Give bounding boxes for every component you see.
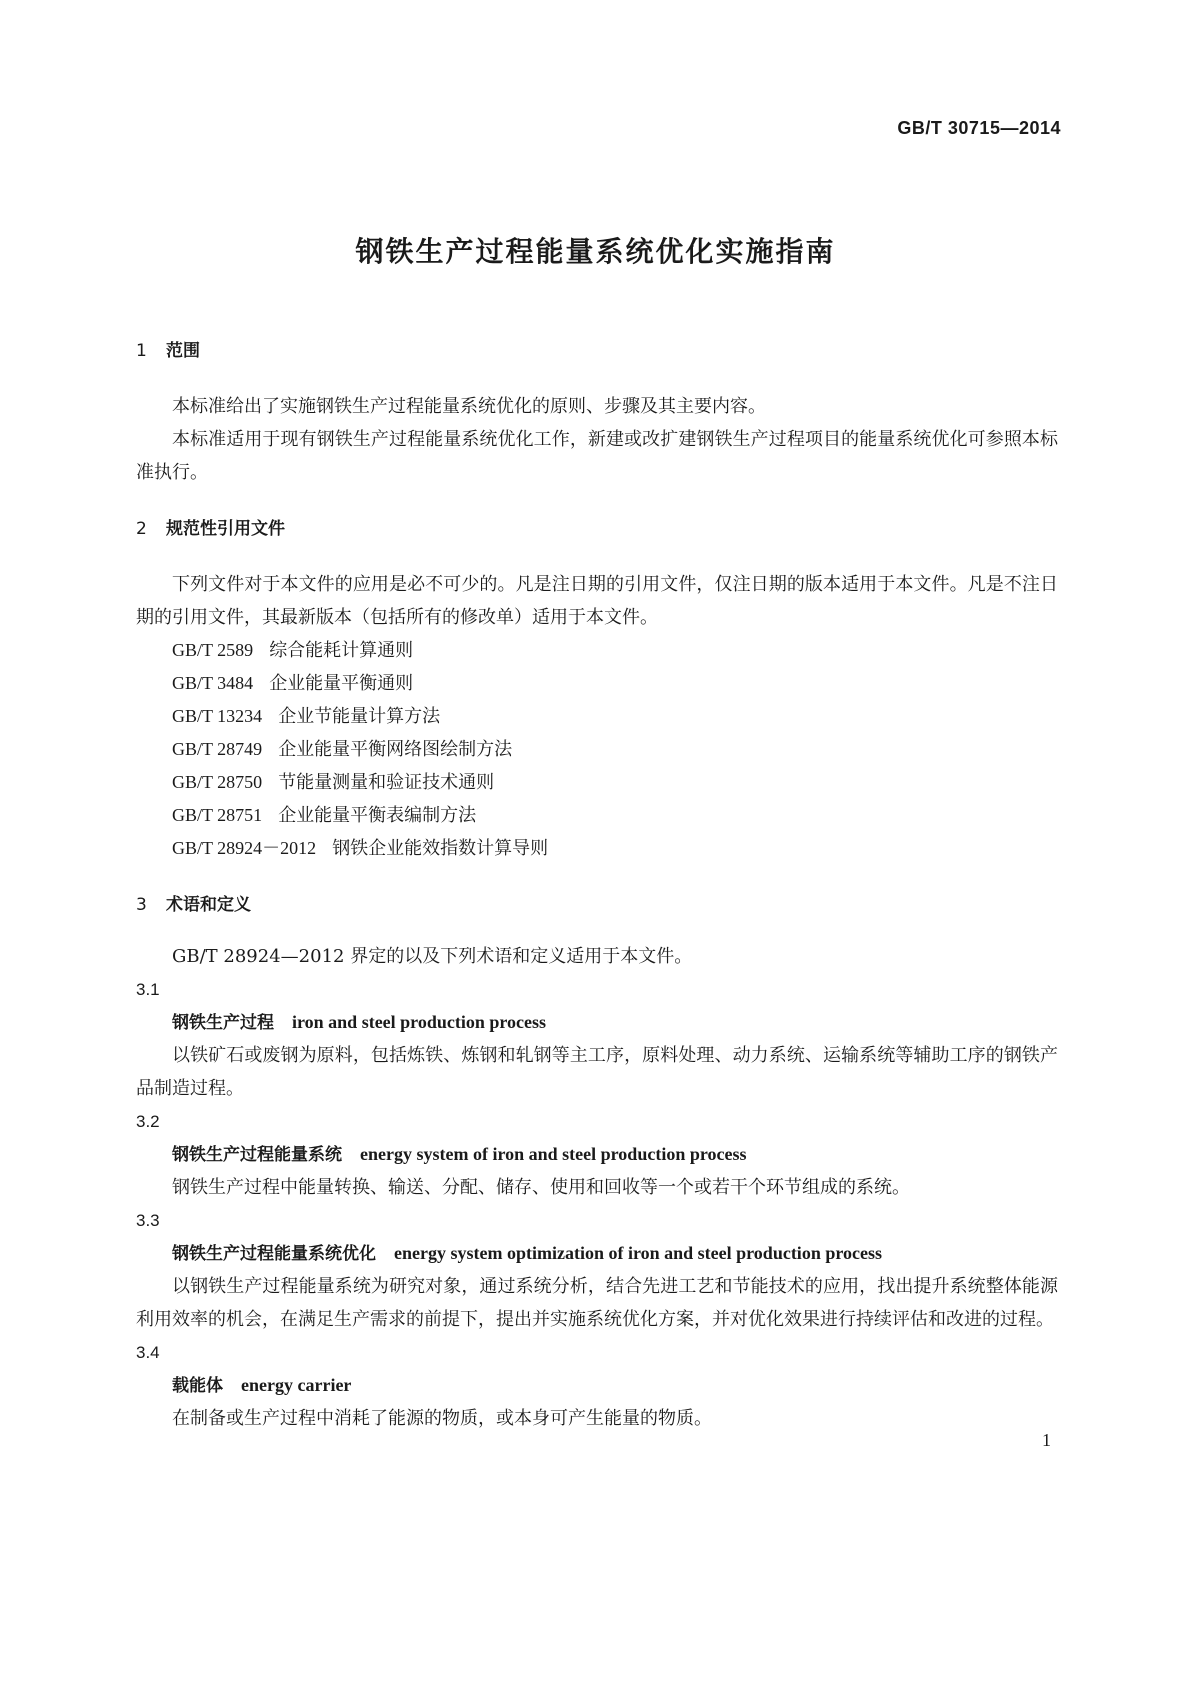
reference-item bbox=[136, 634, 1058, 667]
reference-title: 节能量测量和验证技术通则 bbox=[278, 772, 495, 793]
reference-code: GB/T 28749 bbox=[172, 739, 263, 759]
term-english: energy carrier bbox=[241, 1375, 352, 1395]
term-title bbox=[136, 1369, 1058, 1402]
reference-code: GB/T 28924－2012 bbox=[172, 838, 317, 858]
reference-code: GB/T 28750 bbox=[172, 772, 263, 792]
section-number: 3 bbox=[136, 895, 147, 915]
section-heading bbox=[136, 335, 1058, 368]
reference-title: 钢铁企业能效指数计算导则 bbox=[332, 838, 549, 859]
term-chinese: 钢铁生产过程能量系统优化 bbox=[172, 1244, 376, 1264]
standard-code: GB/T 30715—2014 bbox=[897, 118, 1061, 138]
reference-code: GB/T 28751 bbox=[172, 805, 263, 825]
reference-title: 企业能量平衡通则 bbox=[269, 673, 414, 694]
section-heading bbox=[136, 513, 1058, 546]
term-title bbox=[136, 1237, 1058, 1270]
section-scope bbox=[136, 335, 1058, 489]
term-entry bbox=[136, 1204, 1058, 1336]
reference-item bbox=[136, 766, 1058, 799]
reference-title: 企业节能量计算方法 bbox=[278, 706, 441, 727]
paragraph: 下列文件对于本文件的应用是必不可少的。凡是注日期的引用文件，仅注日期的版本适用于本文件。凡是不注日期的引用文件，其最新版本（包括所有的修改单）适用于本文件。 bbox=[136, 574, 1058, 628]
reference-code: GB/T 2589 bbox=[172, 640, 254, 660]
reference-item bbox=[136, 700, 1058, 733]
page-number: 1 bbox=[1042, 1430, 1051, 1450]
term-number: 3.4 bbox=[136, 1343, 160, 1362]
reference-title: 企业能量平衡网络图绘制方法 bbox=[278, 739, 513, 760]
term-english: energy system of iron and steel production process bbox=[360, 1144, 747, 1164]
term-number: 3.3 bbox=[136, 1211, 160, 1230]
reference-item bbox=[136, 667, 1058, 700]
reference-item bbox=[136, 799, 1058, 832]
term-chinese: 钢铁生产过程能量系统 bbox=[172, 1145, 342, 1165]
paragraph: 本标准适用于现有钢铁生产过程能量系统优化工作，新建或改扩建钢铁生产过程项目的能量系统优化可参照本标准执行。 bbox=[136, 429, 1058, 483]
reference-item bbox=[136, 832, 1058, 865]
term-definition: 以钢铁生产过程能量系统为研究对象，通过系统分析，结合先进工艺和节能技术的应用，找出提升系统整体能源利用效率的机会，在满足生产需求的前提下，提出并实施系统优化方案，并对优化效果进行持续评估和改进的过程。 bbox=[136, 1276, 1058, 1330]
reference-title: 综合能耗计算通则 bbox=[269, 640, 414, 661]
term-title bbox=[136, 1006, 1058, 1039]
term-number: 3.2 bbox=[136, 1112, 160, 1131]
section-terms-and-definitions bbox=[136, 889, 1058, 1435]
term-english: energy system optimization of iron and steel production process bbox=[394, 1243, 882, 1263]
reference-item bbox=[136, 733, 1058, 766]
section-heading bbox=[136, 889, 1058, 922]
paragraph: GB/T 28924—2012 界定的以及下列术语和定义适用于本文件。 bbox=[172, 946, 693, 967]
term-definition: 钢铁生产过程中能量转换、输送、分配、储存、使用和回收等一个或若干个环节组成的系统。 bbox=[172, 1177, 910, 1198]
term-chinese: 载能体 bbox=[172, 1376, 223, 1396]
term-number: 3.1 bbox=[136, 980, 160, 999]
paragraph: 本标准给出了实施钢铁生产过程能量系统优化的原则、步骤及其主要内容。 bbox=[172, 396, 766, 417]
reference-code: GB/T 13234 bbox=[172, 706, 263, 726]
section-title: 规范性引用文件 bbox=[166, 519, 285, 539]
term-title bbox=[136, 1138, 1058, 1171]
term-entry bbox=[136, 1336, 1058, 1435]
term-english: iron and steel production process bbox=[292, 1012, 547, 1032]
reference-code: GB/T 3484 bbox=[172, 673, 254, 693]
section-number: 1 bbox=[136, 341, 147, 361]
reference-title: 企业能量平衡表编制方法 bbox=[278, 805, 477, 826]
section-normative-references bbox=[136, 513, 1058, 865]
term-definition: 在制备或生产过程中消耗了能源的物质，或本身可产生能量的物质。 bbox=[172, 1408, 712, 1429]
section-number: 2 bbox=[136, 519, 147, 539]
term-chinese: 钢铁生产过程 bbox=[172, 1013, 274, 1033]
section-title: 范围 bbox=[166, 341, 200, 361]
term-entry bbox=[136, 973, 1058, 1105]
document-title: 钢铁生产过程能量系统优化实施指南 bbox=[355, 235, 836, 268]
term-entry bbox=[136, 1105, 1058, 1204]
term-definition: 以铁矿石或废钢为原料，包括炼铁、炼钢和轧钢等主工序，原料处理、动力系统、运输系统等辅助工序的钢铁产品制造过程。 bbox=[136, 1045, 1058, 1099]
reference-list bbox=[136, 634, 1058, 865]
section-title: 术语和定义 bbox=[166, 895, 251, 915]
document-body bbox=[136, 335, 1058, 1459]
